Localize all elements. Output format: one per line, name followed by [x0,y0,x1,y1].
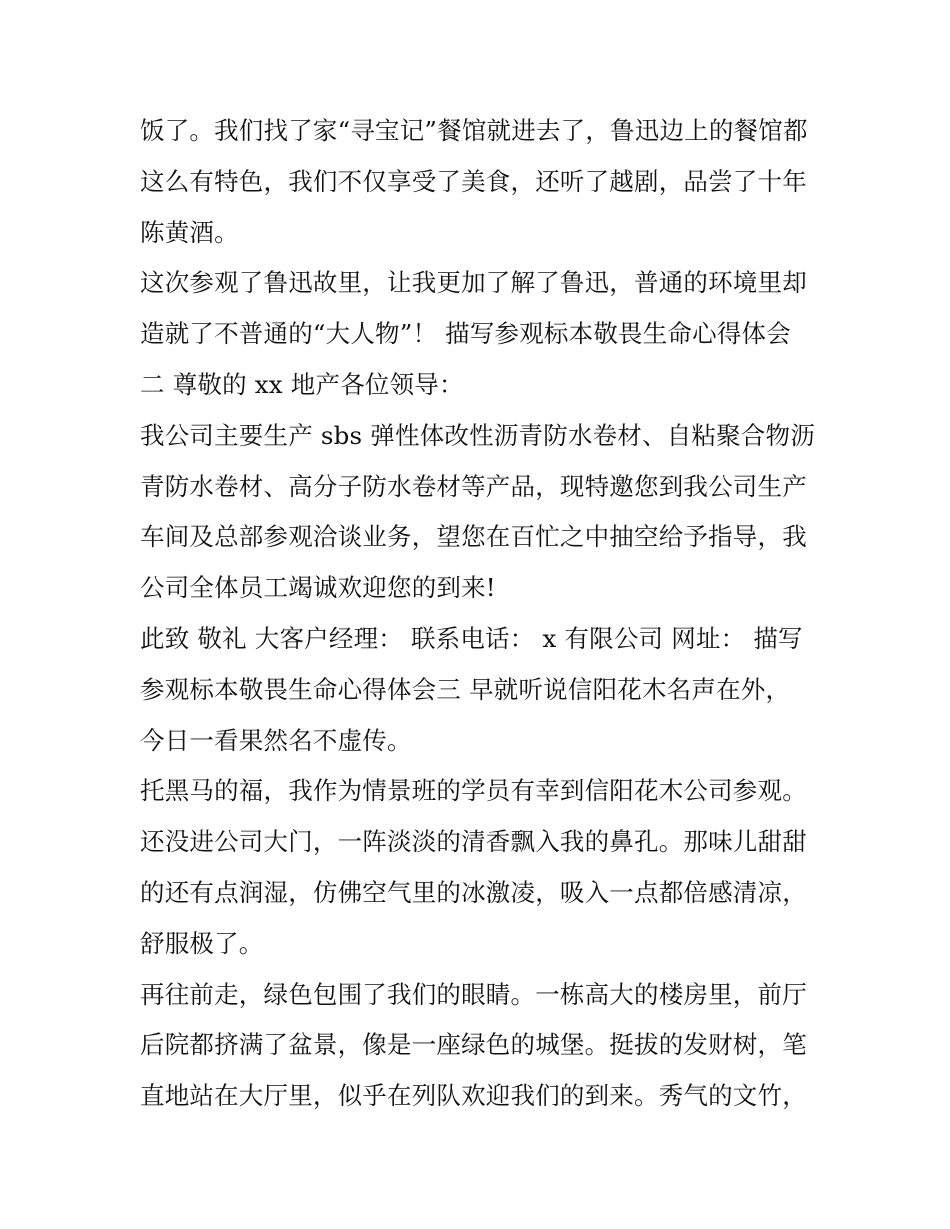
text-line: 我公司主要生产 sbs 弹性体改性沥青防水卷材、自粘聚合物沥 [140,420,815,450]
text-line: 青防水卷材、高分子防水卷材等产品，现特邀您到我公司生产 [140,471,807,501]
text-line: 的还有点润湿，仿佛空气里的冰激凌，吸入一点都倍感清凉， [140,877,807,907]
text-line: 造就了不普通的“大人物”！ 描写参观标本敬畏生命心得体会 [140,319,791,349]
document-body [140,106,820,1122]
text-line: 托黑马的福，我作为情景班的学员有幸到信阳花木公司参观。 [140,776,807,806]
text-line: 舒服极了。 [140,928,264,958]
text-line: 参观标本敬畏生命心得体会三 早就听说信阳花木名声在外， [140,674,791,704]
text-line: 二 尊敬的 xx 地产各位领导： [140,369,464,399]
text-line: 再往前走，绿色包围了我们的眼睛。一栋高大的楼房里，前厅 [140,979,807,1009]
text-line: 此致 敬礼 大客户经理： 联系电话： x 有限公司 网址： 描写 [140,623,803,653]
text-line: 饭了。我们找了家“寻宝记”餐馆就进去了，鲁迅边上的餐馆都 [140,116,808,145]
text-line: 直地站在大厅里，似乎在列队欢迎我们的到来。秀气的文竹， [140,1081,807,1111]
text-line: 今日一看果然名不虚传。 [140,725,412,755]
text-line: 车间及总部参观洽谈业务，望您在百忙之中抽空给予指导，我 [140,522,807,552]
text-line: 公司全体员工竭诚欢迎您的到来! [140,573,496,603]
text-line: 陈黄酒。 [140,217,239,247]
text-line: 还没进公司大门，一阵淡淡的清香飘入我的鼻孔。那味儿甜甜 [140,827,807,857]
text-line: 这次参观了鲁迅故里，让我更加了解了鲁迅，普通的环境里却 [140,268,807,298]
text-line: 后院都挤满了盆景，像是一座绿色的城堡。挺拔的发财树，笔 [140,1030,807,1060]
text-line: 这么有特色，我们不仅享受了美食，还听了越剧，品尝了十年 [140,166,807,196]
